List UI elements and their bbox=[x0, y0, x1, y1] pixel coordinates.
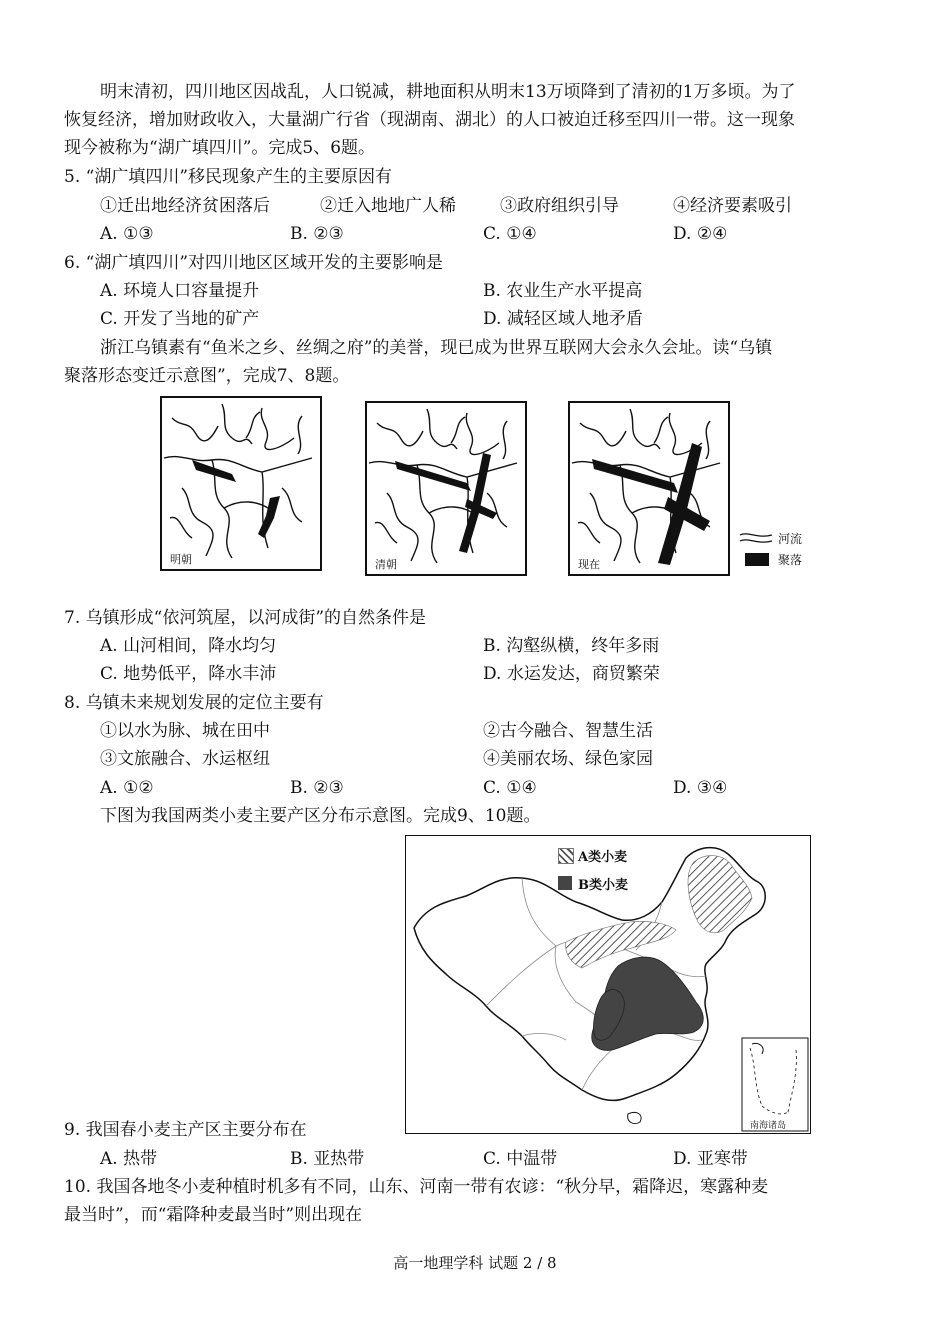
q6-option-b[interactable]: B. 农业生产水平提高 bbox=[483, 281, 643, 301]
passage2-line2: 聚落形态变迁示意图”，完成7、8题。 bbox=[64, 366, 350, 386]
q10-stem-line1: 10. 我国各地冬小麦种植时机多有不同，山东、河南一带有农谚：“秋分早，霜降迟，寒露种麦 bbox=[64, 1177, 769, 1197]
q5-stem: 5. “湖广填四川”移民现象产生的主要原因有 bbox=[64, 167, 393, 187]
q5-item-2: ②迁入地地广人稀 bbox=[320, 196, 456, 216]
q8-option-c[interactable]: C. ①④ bbox=[483, 778, 537, 798]
q9-option-b[interactable]: B. 亚热带 bbox=[290, 1149, 365, 1169]
passage3: 下图为我国两类小麦主要产区分布示意图。完成9、10题。 bbox=[100, 806, 541, 826]
q9-stem: 9. 我国春小麦主产区主要分布在 bbox=[64, 1120, 307, 1140]
q7-option-b[interactable]: B. 沟壑纵横，终年多雨 bbox=[483, 636, 660, 656]
q9-option-a[interactable]: A. 热带 bbox=[100, 1149, 158, 1169]
q5-item-3: ③政府组织引导 bbox=[500, 196, 619, 216]
river-legend-icon bbox=[738, 531, 774, 545]
qing-map-drawing bbox=[367, 403, 525, 574]
q5-option-a[interactable]: A. ①③ bbox=[100, 224, 154, 244]
q9-option-d[interactable]: D. 亚寒带 bbox=[673, 1149, 748, 1169]
q6-option-c[interactable]: C. 开发了当地的矿产 bbox=[100, 309, 260, 329]
inset-south-china-sea-label: 南海诸岛 bbox=[750, 1121, 787, 1131]
q5-option-b[interactable]: B. ②③ bbox=[290, 224, 344, 244]
wuzhen-map-ming bbox=[160, 396, 322, 571]
settlement-legend-icon bbox=[745, 553, 769, 566]
wuzhen-map-now bbox=[568, 401, 730, 576]
map-label-now: 现在 bbox=[578, 558, 600, 571]
q8-item-2: ②古今融合、智慧生活 bbox=[483, 721, 653, 741]
q5-option-d[interactable]: D. ②④ bbox=[673, 224, 728, 244]
q6-stem: 6. “湖广填四川”对四川地区区域开发的主要影响是 bbox=[64, 253, 444, 273]
q8-item-4: ④美丽农场、绿色家园 bbox=[483, 749, 653, 769]
map-label-ming: 明朝 bbox=[170, 553, 192, 566]
legend-a-wheat: A类小麦 bbox=[578, 850, 628, 865]
legend-settlement-label: 聚落 bbox=[778, 553, 803, 567]
q8-option-d[interactable]: D. ③④ bbox=[673, 778, 728, 798]
q8-stem: 8. 乌镇未来规划发展的定位主要有 bbox=[64, 693, 324, 713]
page-footer: 高一地理学科 试题 2 / 8 bbox=[393, 1254, 557, 1272]
q5-option-c[interactable]: C. ①④ bbox=[483, 224, 537, 244]
q8-option-a[interactable]: A. ①② bbox=[100, 778, 154, 798]
wheat-distribution-map bbox=[405, 835, 811, 1134]
a-wheat-legend-icon bbox=[558, 848, 574, 864]
q8-item-3: ③文旅融合、水运枢纽 bbox=[100, 749, 270, 769]
q7-option-d[interactable]: D. 水运发达，商贸繁荣 bbox=[483, 664, 660, 684]
q8-option-b[interactable]: B. ②③ bbox=[290, 778, 344, 798]
passage1-line2: 恢复经济，增加财政收入，大量湖广行省（现湖南、湖北）的人口被迫迁移至四川一带。这一现象 bbox=[64, 110, 795, 130]
passage1-line3: 现今被称为“湖广填四川”。完成5、6题。 bbox=[64, 138, 376, 158]
now-map-drawing bbox=[570, 403, 728, 574]
q5-item-4: ④经济要素吸引 bbox=[673, 196, 792, 216]
map-label-qing: 清朝 bbox=[375, 558, 397, 571]
passage1-line1: 明末清初，四川地区因战乱，人口锐减，耕地面积从明末13万顷降到了清初的1万多顷。为了 bbox=[100, 82, 796, 102]
q5-item-1: ①迁出地经济贫困落后 bbox=[100, 196, 270, 216]
q6-option-d[interactable]: D. 减轻区域人地矛盾 bbox=[483, 309, 643, 329]
q7-option-a[interactable]: A. 山河相间，降水均匀 bbox=[100, 636, 277, 656]
q7-stem: 7. 乌镇形成“依河筑屋，以河成街”的自然条件是 bbox=[64, 608, 427, 628]
wuzhen-map-qing bbox=[365, 401, 527, 576]
q7-option-c[interactable]: C. 地势低平，降水丰沛 bbox=[100, 664, 277, 684]
q9-option-c[interactable]: C. 中温带 bbox=[483, 1149, 558, 1169]
legend-river-label: 河流 bbox=[778, 532, 803, 546]
q8-item-1: ①以水为脉、城在田中 bbox=[100, 721, 270, 741]
q6-option-a[interactable]: A. 环境人口容量提升 bbox=[100, 281, 260, 301]
ming-map-drawing bbox=[162, 398, 320, 569]
b-wheat-legend-icon bbox=[558, 876, 572, 890]
legend-b-wheat: B类小麦 bbox=[578, 878, 628, 893]
passage2-line1: 浙江乌镇素有“鱼米之乡、丝绸之府”的美誉，现已成为世界互联网大会永久会址。读“乌镇 bbox=[100, 338, 773, 358]
q10-stem-line2: 最当时”，而“霜降种麦最当时”则出现在 bbox=[64, 1205, 363, 1225]
